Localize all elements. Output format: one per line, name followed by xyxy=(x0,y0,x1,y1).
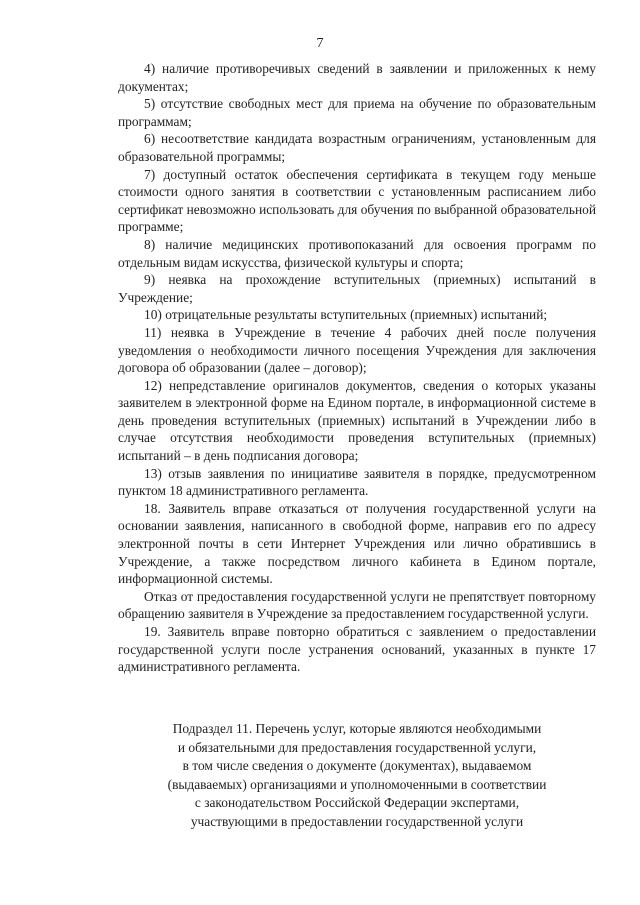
subsection-heading xyxy=(118,720,596,831)
subsection-heading-line: в том числе сведения о документе (документах), выдаваемом xyxy=(182,758,532,773)
paragraph-item-8: 8) наличие медицинских противопоказаний для освоения программ по отдельным видам искусства, физической культуры и спорта; xyxy=(118,236,596,270)
paragraph-clause-18: 18. Заявитель вправе отказаться от получения государственной услуги на основании заявления, написанного в свободной форме, направив его по адресу электронной почты в сети Интернет Учреждения или лично обратившись в Учреждение, а также посредством личного кабинета в Едином портале, информационной системы. xyxy=(118,500,596,587)
subsection-heading-line: Подраздел 11. Перечень услуг, которые являются необходимыми xyxy=(172,721,542,736)
paragraph-item-4: 4) наличие противоречивых сведений в заявлении и приложенных к нему документах; xyxy=(118,61,596,94)
paragraph-item-10: 10) отрицательные результаты вступительных (приемных) испытаний; xyxy=(144,307,548,323)
paragraph-item-7: 7) доступный остаток обеспечения сертификата в текущем году меньше стоимости одного занятия в соответствии с установленным расписанием либо сертификат невозможно использовать для обучения по выбранной образовательной программе; xyxy=(118,166,596,235)
paragraph-item-5: 5) отсутствие свободных мест для приема на обучение по образовательным программам; xyxy=(118,96,596,129)
paragraph-clause-19: 19. Заявитель вправе повторно обратиться с заявлением о предоставлении государственной услуги после устранения оснований, указанных в пункте 17 административного регламента. xyxy=(118,624,596,675)
paragraph-item-6: 6) несоответствие кандидата возрастным ограничениям, установленным для образовательной программы; xyxy=(118,131,596,164)
document-body xyxy=(118,60,596,676)
subsection-heading-line: с законодательством Российской Федерации экспертами, xyxy=(194,795,520,810)
paragraph-item-12: 12) непредставление оригиналов документов, сведения о которых указаны заявителем в электронной форме на Едином портале, в информационной системе в день проведения вступительных (приемных) испытаний в Учреждении либо в случае отсутствия необходимости проведения вступительных (приемных) испытаний – в день подписания договора; xyxy=(118,377,596,464)
paragraph-item-13: 13) отзыв заявления по инициативе заявителя в порядке, предусмотренном пунктом 18 административного регламента. xyxy=(118,465,596,499)
subsection-heading-line: (выдаваемых) организациями и уполномоченными в соответствии xyxy=(167,776,547,792)
subsection-heading-line: участвующими в предоставлении государственной услуги xyxy=(190,813,524,829)
paragraph-item-11: 11) неявка в Учреждение в течение 4 рабочих дней после получения уведомления о необходимости личного посещения Учреждения для заключения договора об образовании (далее – договор); xyxy=(118,324,596,376)
subsection-heading-line: и обязательными для предоставления государственной услуги, xyxy=(177,739,537,755)
paragraph-refusal-note: Отказ от предоставления государственной услуги не препятствует повторному обращению заявителя в Учреждение за предоставлением государственной услуги. xyxy=(118,588,596,622)
page-number: 7 xyxy=(316,36,324,51)
paragraph-item-9: 9) неявка на прохождение вступительных (приемных) испытаний в Учреждение; xyxy=(118,272,596,305)
